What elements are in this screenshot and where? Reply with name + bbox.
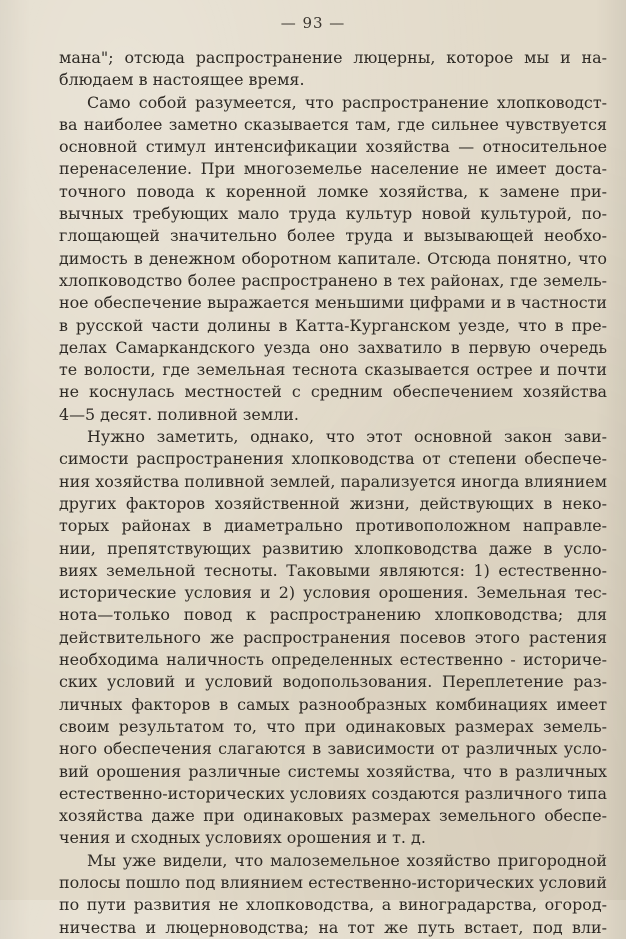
text-line: ва наиболее заметно сказывается там, где сильнее чувствуется (59, 114, 607, 134)
text-line: ное обеспечение выражается меньшими цифрами и в частности (59, 293, 607, 313)
text-line: в русской части долины в Катта-Курганском уезде, что в пре- (59, 315, 607, 335)
text-line: действительного же распространения посевов этого растения (59, 627, 607, 647)
text-line: основной стимул интенсификации хозяйства — относительное (59, 137, 607, 157)
text-line: точного повода к коренной ломке хозяйства, к замене при- (59, 181, 607, 201)
text-line: глощающей значительно более труда и вызывающей необхо- (59, 226, 607, 246)
text-line: мана"; отсюда распространение люцерны, которое мы и на- (59, 48, 607, 67)
text-line: вычных требующих мало труда культур новой культурой, по- (59, 204, 607, 224)
paragraph-first-line: Нужно заметить, однако, что этот основной закон зави- (87, 427, 607, 447)
text-line: ничества и люцерноводства; на тот же путь встает, под вли- (59, 917, 607, 937)
text-line: делах Самаркандского уезда оно захватило в первую очередь (59, 337, 607, 357)
text-line: симости распространения хлопководства от степени обеспече- (59, 449, 607, 469)
text-line: перенаселение. При многоземелье население не имеет доста- (59, 159, 607, 179)
text-line: нии, препятствующих развитию хлопководства даже в усло- (59, 538, 607, 558)
text-line: своим результатом то, что при одинаковых размерах земель- (59, 716, 607, 736)
paragraph-first-line: Мы уже видели, что малоземельное хозяйство пригородной (87, 850, 607, 870)
paragraph-first-line: Само собой разумеется, что распространение хлопководст- (87, 92, 607, 112)
text-line: необходима наличность определенных естественно - историче- (59, 650, 607, 670)
text-line: по пути развития не хлопководства, а виноградарства, огород- (59, 895, 607, 915)
text-line: нота—только повод к распространению хлопководства; для (59, 605, 607, 625)
text-line: ного обеспечения слагаются в зависимости от различных усло- (59, 739, 607, 759)
page-number: — 93 — (280, 14, 346, 32)
text-line: блюдаем в настоящее время. (59, 70, 305, 90)
body-text (59, 47, 607, 939)
text-line: виях земельной тесноты. Таковыми являются: 1) естественно- (59, 560, 607, 580)
text-line: чения и сходных условиях орошения и т. д. (59, 828, 426, 848)
text-line: вий орошения различные системы хозяйства, что в различных (59, 761, 607, 781)
text-line: исторические условия и 2) условия орошения. Земельная тес- (59, 583, 607, 603)
text-line: личных факторов в самых разнообразных комбинациях имеет (59, 694, 607, 714)
text-line: полосы пошло под влиянием естественно-исторических условий (59, 872, 607, 892)
text-line: ских условий и условий водопользования. Переплетение раз- (59, 672, 607, 692)
text-line: хлопководство более распространено в тех районах, где земель- (59, 270, 607, 290)
text-line: других факторов хозяйственной жизни, действующих в неко- (59, 493, 607, 513)
text-line: не коснулась местностей с средним обеспечением хозяйства (59, 382, 607, 402)
text-line: димость в денежном оборотном капитале. Отсюда понятно, что (59, 248, 607, 268)
text-line: естественно-исторических условиях создаются различного типа (59, 783, 607, 803)
text-line: хозяйства даже при одинаковых размерах земельного обеспе- (59, 806, 607, 826)
text-line: торых районах в диаметрально противоположном направле- (59, 516, 607, 536)
text-line: 4—5 десят. поливной земли. (59, 404, 299, 424)
text-line: ния хозяйства поливной землей, парализуется иногда влиянием (59, 471, 608, 491)
text-line: те волости, где земельная теснота сказывается острее и почти (59, 360, 607, 380)
